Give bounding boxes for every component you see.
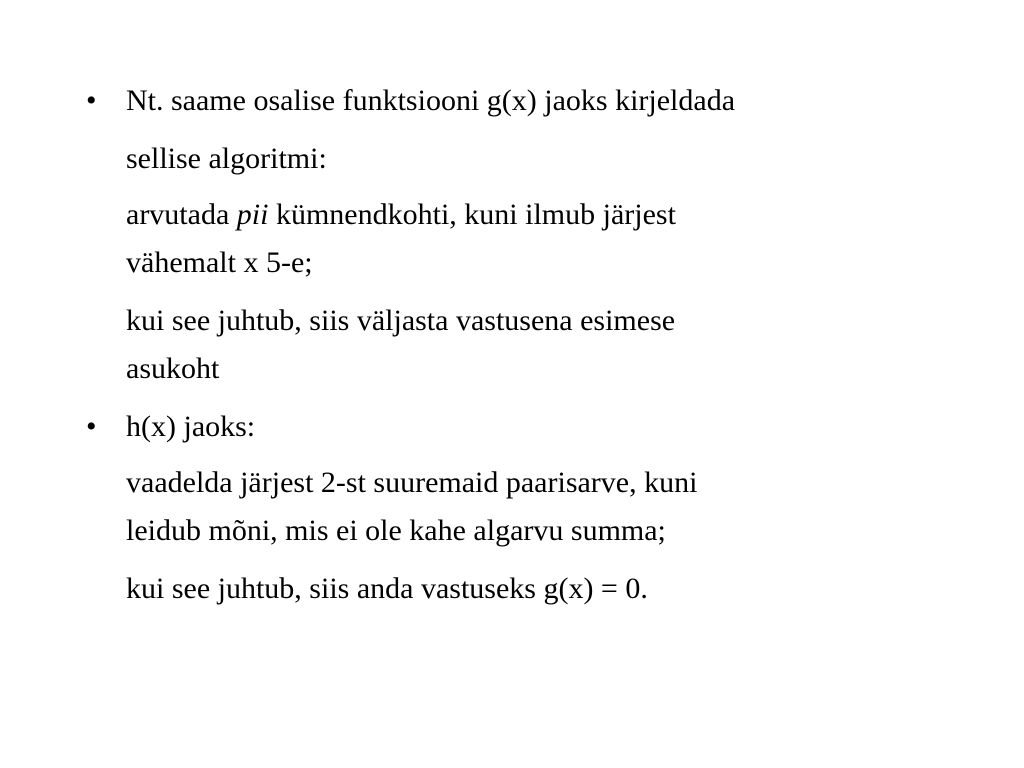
bullet-1: • [86, 84, 97, 117]
bullet-2: • [86, 410, 97, 443]
paragraph-esimese-line-2: asukoht [126, 352, 220, 385]
bullet-1-text-line-2: sellise algoritmi: [126, 142, 327, 175]
paragraph-vaadelda-line-1: vaadelda järjest 2-st suuremaid paarisarve, kuni [126, 466, 698, 499]
paragraph-vastuseks-line-1: kui see juhtub, siis anda vastuseks g(x) = 0. [126, 572, 648, 605]
paragraph-arvutada-italic: pii [236, 198, 269, 231]
bullet-1-text-line-1: Nt. saame osalise funktsiooni g(x) jaoks kirjeldada [126, 84, 736, 117]
paragraph-vaadelda-line-2: leidub mõni, mis ei ole kahe algarvu summa; [126, 514, 666, 547]
paragraph-esimese-line-1: kui see juhtub, siis väljasta vastusena esimese [126, 304, 676, 337]
bullet-2-text: h(x) jaoks: [126, 410, 256, 443]
paragraph-arvutada-after: kümnendkohti, kuni ilmub järjest [268, 198, 676, 231]
paragraph-arvutada-before: arvutada [126, 198, 237, 231]
paragraph-arvutada-line-2: vähemalt x 5-e; [126, 246, 313, 279]
paragraph-arvutada-line-1 [126, 190, 926, 240]
